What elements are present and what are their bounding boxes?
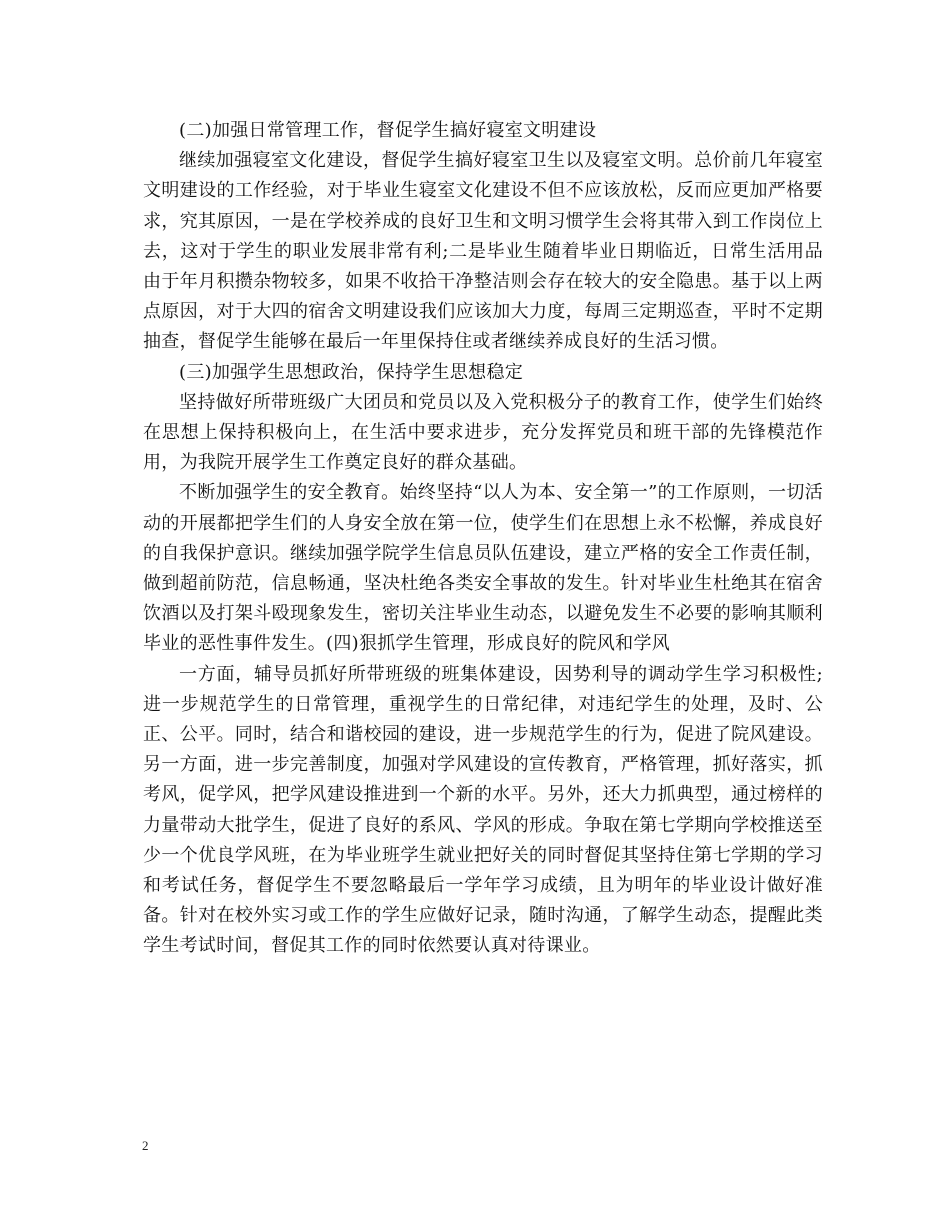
document-body — [143, 116, 823, 962]
paragraph-dorm-culture: 继续加强寝室文化建设，督促学生搞好寝室卫生以及寝室文明。总价前几年寝室文明建设的工作经验，对于毕业生寝室文化建设不但不应该放松，反而应更加严格要求，究其原因，一是在学校养成的良好卫生和文明习惯学生会将其带入到工作岗位上去，这对于学生的职业发展非常有利;二是毕业生随着毕业日期临近，日常生活用品由于年月积攒杂物较多，如果不收拾干净整洁则会存在较大的安全隐患。基于以上两点原因，对于大四的宿舍文明建设我们应该加大力度，每周三定期巡查，平时不定期抽查，督促学生能够在最后一年里保持住或者继续养成良好的生活习惯。 — [143, 150, 823, 353]
page-number: 2 — [142, 1138, 149, 1153]
paragraph-safety-education: 不断加强学生的安全教育。始终坚持“以人为本、安全第一”的工作原则，一切活动的开展都把学生们的人身安全放在第一位，使学生们在思想上永不松懈，养成良好的自我保护意识。继续加强学院学生信息员队伍建设，建立严格的安全工作责任制，做到超前防范，信息畅通，坚决杜绝各类安全事故的发生。针对毕业生杜绝其在宿舍饮酒以及打架斗殴现象发生，密切关注毕业生动态，以避免发生不必要的影响其顺利毕业的恶性事件发生。(四)狠抓学生管理，形成良好的院风和学风 — [143, 482, 823, 655]
paragraph-party-education: 坚持做好所带班级广大团员和党员以及入党积极分子的教育工作，使学生们始终在思想上保持积极向上，在生活中要求进步，充分发挥党员和班干部的先锋模范作用，为我院开展学生工作奠定良好的群众基础。 — [143, 391, 823, 474]
section-heading-3: (三)加强学生思想政治，保持学生思想稳定 — [179, 361, 524, 383]
paragraph-study-style: 一方面，辅导员抓好所带班级的班集体建设，因势利导的调动学生学习积极性;进一步规范学生的日常管理，重视学生的日常纪律，对违纪学生的处理，及时、公正、公平。同时，结合和谐校园的建设，进一步规范学生的行为，促进了院风建设。另一方面，进一步完善制度，加强对学风建设的宣传教育，严格管理，抓好落实，抓考风，促学风，把学风建设推进到一个新的水平。另外，还大力抓典型，通过榜样的力量带动大批学生，促进了良好的系风、学风的形成。争取在第七学期向学校推送至少一个优良学风班，在为毕业班学生就业把好关的同时督促其坚持住第七学期的学习和考试任务，督促学生不要忽略最后一学年学习成绩，且为明年的毕业设计做好准备。针对在校外实习或工作的学生应做好记录，随时沟通，了解学生动态，提醒此类学生考试时间，督促其工作的同时依然要认真对待课业。 — [143, 663, 823, 957]
section-heading-2: (二)加强日常管理工作，督促学生搞好寝室文明建设 — [179, 120, 597, 141]
